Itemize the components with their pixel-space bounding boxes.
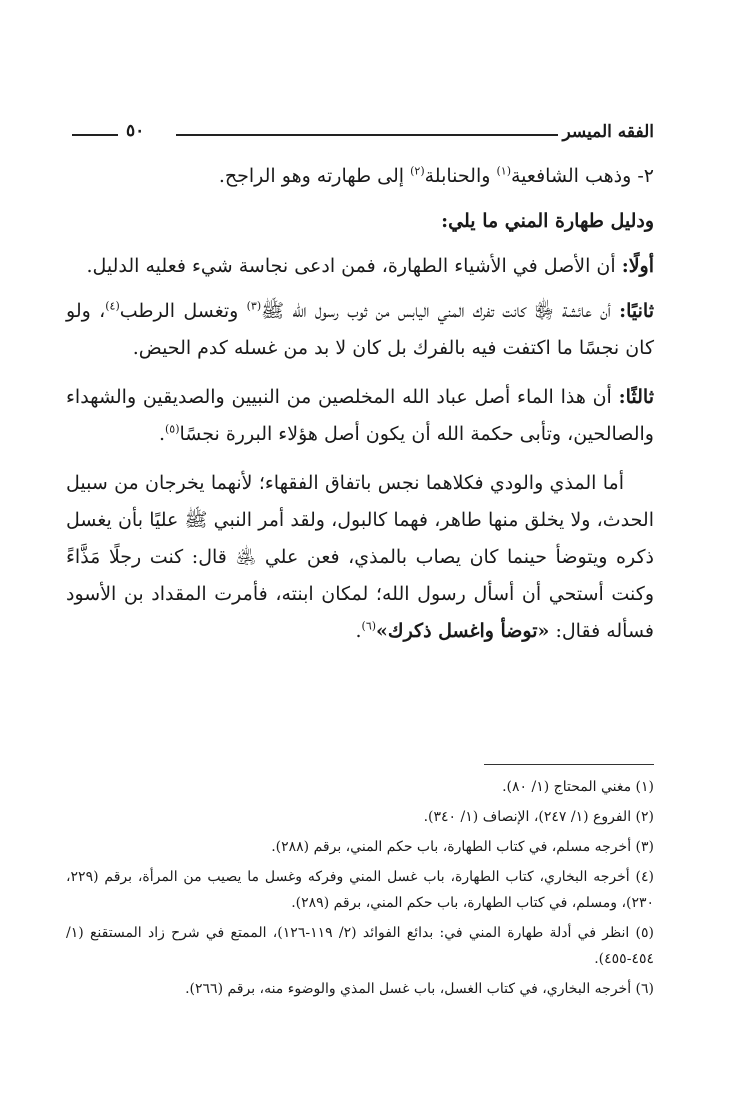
paragraph-first: أولًا: أن الأصل في الأشياء الطهارة، فمن ادعى نجاسة شيء فعليه الدليل. [86, 255, 654, 277]
footnote-ref[interactable]: (٣) [246, 299, 262, 313]
paragraph-item-2: ٢- وذهب الشافعية$^{(١)}$ والحنابلة$^{(٢)}$ إلى طهارته وهو الراجح. [218, 164, 654, 187]
footnote-ref[interactable]: (٤) [105, 299, 120, 313]
footnote-separator [484, 764, 654, 765]
page-number: ٥٠ [126, 121, 145, 141]
footnote-ref[interactable]: (١) [496, 164, 511, 178]
footnote-3: (٣) أخرجه مسلم، في كتاب الطهارة، باب حكم المني، برقم (٢٨٨). [271, 839, 654, 855]
footnote-ref[interactable]: (٦) [361, 619, 377, 633]
footnote-5: (٥) انظر في أدلة طهارة المني في: بدائع الفوائد (٢/ ١١٩-١٢٦)، الممتع في شرح زاد المستقنع (١/ ٤٥٤-٤٥٥). [66, 925, 654, 967]
evidence-heading: ودليل طهارة المني ما يلي: [441, 210, 654, 232]
paragraph-third: ثالثًا: أن هذا الماء أصل عباد الله المخلصين من النبيين والصديقين والشهداء والصالحين، وتأبى حكمة الله أن يكون أصل هؤلاء البررة نجسًا$^{(٥)}$. [66, 386, 654, 445]
footnote-ref[interactable]: (٥) [165, 422, 180, 436]
footnote-4: (٤) أخرجه البخاري، كتاب الطهارة، باب غسل المني وفركه وغسل ما يصيب من المرأة، برقم (٢٢٩، ٢٣٠)، ومسلم، في كتاب الطهارة، باب حكم المني، برقم (٢٨٩). [66, 869, 654, 911]
footnote-6: (٦) أخرجه البخاري، في كتاب الغسل، باب غسل المذي والوضوء منه، برقم (٢٦٦). [185, 981, 654, 997]
footnotes [66, 774, 654, 1006]
book-title: الفقه الميسر [562, 122, 654, 142]
hadith-quote: «توضأ واغسل ذكرك» [376, 620, 550, 642]
main-text [66, 158, 654, 650]
running-header [66, 118, 654, 148]
header-rule [176, 134, 558, 136]
paragraph-madhi: أما المذي والودي فكلاهما نجس باتفاق الفقهاء؛ لأنهما يخرجان من سبيل الحدث، ولا يخلق منها طاهر، فهما كالبول، ولقد أمر النبي ﷺ عليًا بأن يغسل ذكره ويتوضأ حينما كان يصاب بالمذي، فعن علي ﵁ قال: كنت رجلًا مَذَّاءً وكنت أستحي أن أسأل رسول الله؛ لمكان ابنته، فأمرت المقداد بن الأسود فسأله فقال: «توضأ واغسل ذكرك»$^{(٦)}$. [66, 472, 654, 642]
page-number-dash [72, 134, 118, 136]
footnote-ref[interactable]: (٢) [410, 164, 425, 178]
book-page [66, 0, 654, 1106]
footnote-1: (١) مغني المحتاج (١/ ٨٠). [502, 779, 654, 795]
paragraph-second: ثانيًا: أن عائشة ﵂ كانت تفرك المني اليابس من ثوب رسول الله ﷺ$^{(٣)}$ وتغسل الرطب$^{(٤)}$، ولو كان نجسًا ما اكتفت فيه بالفرك بل كان لا بد من غسله كدم الحيض. [66, 299, 655, 359]
footnote-2: (٢) الفروع (١/ ٢٤٧)، الإنصاف (١/ ٣٤٠). [423, 809, 654, 825]
